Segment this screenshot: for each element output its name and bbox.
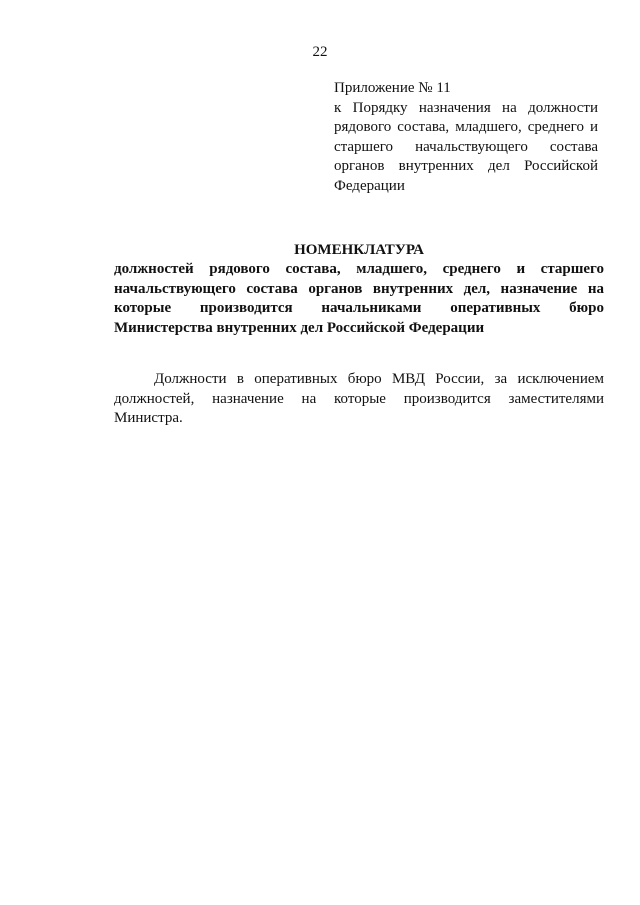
subtitle-line: должностей рядового состава, младшего, среднего и старшего bbox=[114, 261, 604, 277]
subtitle-line: Министерства внутренних дел Российской Федерации bbox=[114, 319, 485, 336]
annex-line: рядового состава, младшего, среднего и bbox=[334, 119, 598, 135]
annex-line: Приложение № 11 bbox=[334, 80, 451, 96]
annex-line: органов внутренних дел Российской bbox=[334, 158, 598, 174]
body-line: Должности в оперативных бюро МВД России, за исключением bbox=[154, 371, 604, 387]
body-paragraph bbox=[114, 370, 604, 429]
annex-line: старшего начальствующего состава bbox=[334, 138, 598, 155]
subtitle-line: которые производится начальниками оперативных бюро bbox=[114, 300, 604, 316]
document-title: НОМЕНКЛАТУРА bbox=[294, 242, 424, 258]
annex-line: к Порядку назначения на должности bbox=[334, 99, 598, 116]
annex-reference bbox=[334, 79, 598, 196]
subtitle-line: начальствующего состава органов внутренних дел, назначение на bbox=[114, 280, 604, 297]
body-line: должностей, назначение на которые производится заместителями bbox=[114, 390, 604, 407]
body-line: Министра. bbox=[114, 410, 183, 426]
document-subtitle bbox=[114, 260, 604, 338]
page-number: 22 bbox=[312, 44, 328, 60]
annex-line: Федерации bbox=[334, 177, 405, 194]
